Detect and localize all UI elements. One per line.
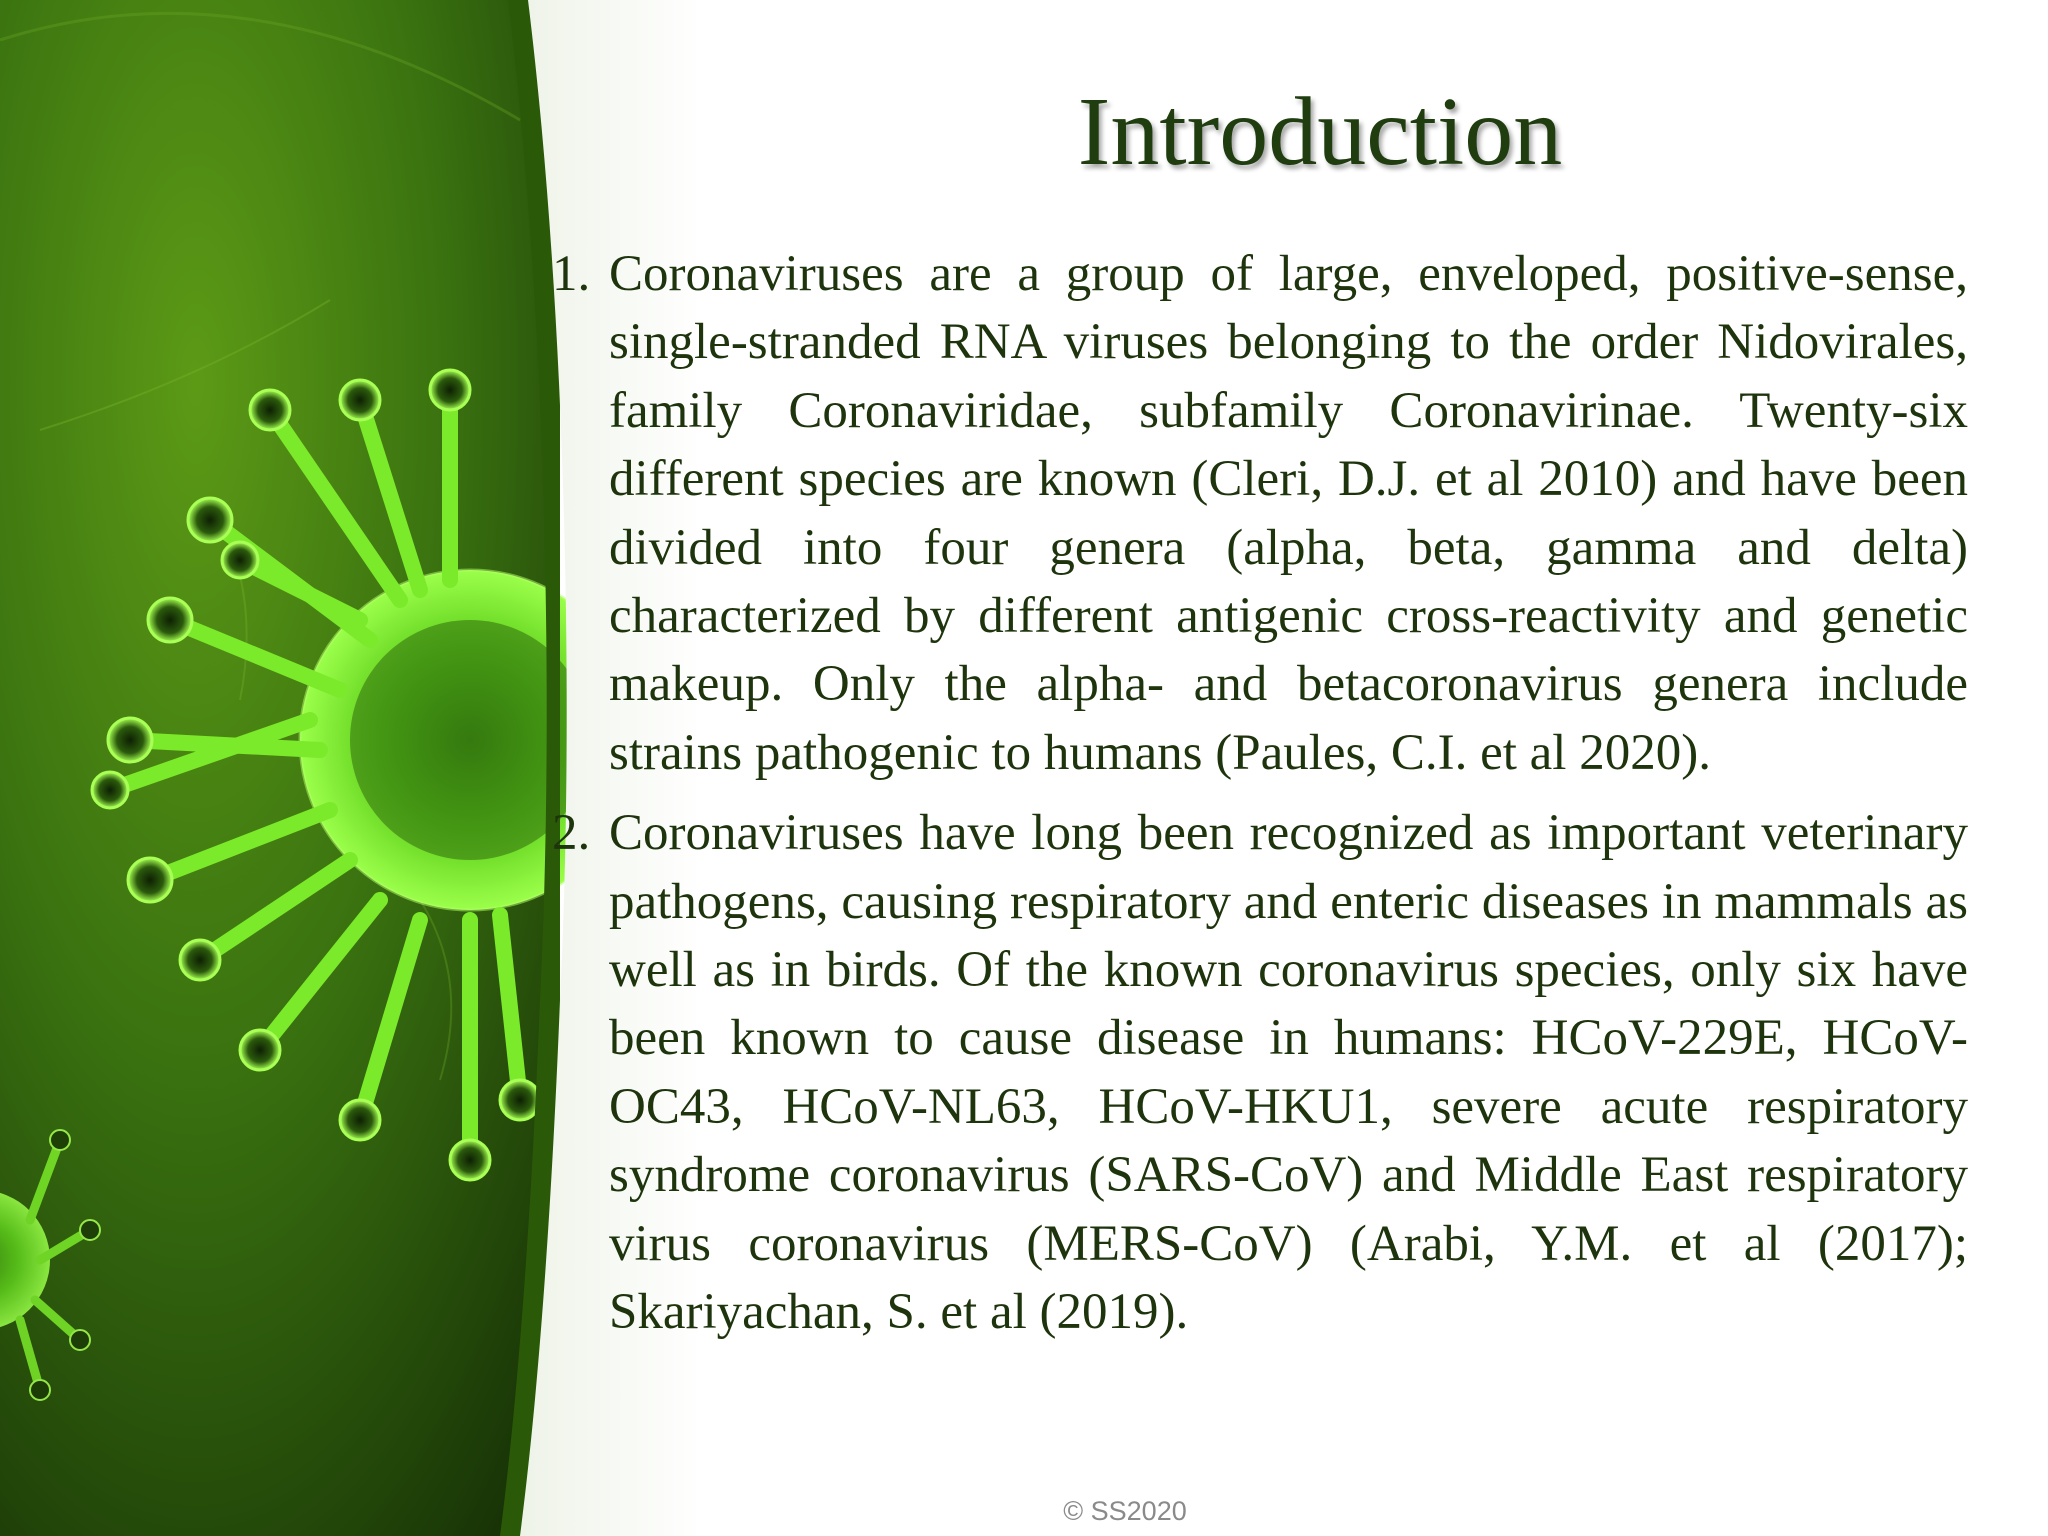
item-number: 1. bbox=[552, 246, 591, 302]
item-text: Coronaviruses have long been recognized as important veterinary pathogens, causing respiratory and enteric diseases in mammals as well as in birds. Of the known coronavirus species, only six have been known to cause disease in humans: HCoV-229E, HCoV-OC43, HCoV-NL63, HCoV-HKU1, severe acute respiratory syndrome coronavirus (SARS-CoV) and Middle East respiratory virus coronavirus (MERS-CoV) (Arabi, Y.M. et al (2017); Skariyachan, S. et al (2019). bbox=[609, 805, 1968, 1341]
list-item bbox=[552, 240, 1968, 787]
list-item bbox=[552, 799, 1968, 1346]
item-text: Coronaviruses are a group of large, enveloped, positive-sense, single-stranded RNA viruses belonging to the order Nidovirales, family Coronaviridae, subfamily Coronavirinae. Twenty-six different species are known (Cleri, D.J. et al 2010) and have been divided into four genera (alpha, beta, gamma and delta) characterized by different antigenic cross-reactivity and genetic makeup. Only the alpha- and betacoronavirus genera include strains pathogenic to humans (Paules, C.I. et al 2020). bbox=[609, 246, 1968, 781]
slide-title: Introduction bbox=[1077, 78, 1563, 186]
bullet-list bbox=[552, 240, 1968, 1359]
item-number: 2. bbox=[552, 805, 591, 862]
copyright-footer: © SS2020 bbox=[1063, 1496, 1187, 1526]
